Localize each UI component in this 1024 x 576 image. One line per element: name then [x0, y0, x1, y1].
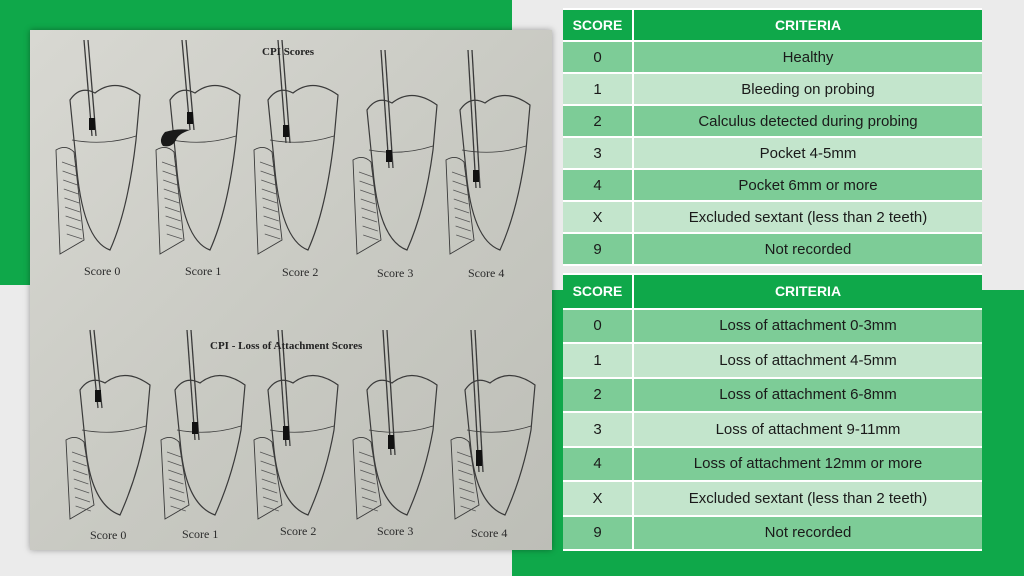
bone-hatch-top-0-6 — [66, 216, 81, 221]
figure-title-cpi-scores: CPI Scores — [262, 46, 315, 58]
tooth-outline-bottom-2 — [268, 375, 338, 515]
criteria-cell: Not recorded — [634, 234, 982, 264]
bone-hatch-top-4-4 — [454, 208, 469, 213]
bone-hatch-top-2-7 — [264, 225, 279, 230]
criteria-cell: Excluded sextant (less than 2 teeth) — [634, 202, 982, 232]
table-row — [563, 138, 982, 168]
bone-hatch-top-2-6 — [264, 216, 279, 221]
criteria-cell: Loss of attachment 4-5mm — [634, 344, 982, 377]
bone-hatch-top-2-1 — [261, 171, 275, 176]
bone-hatch-top-1-3 — [164, 189, 179, 194]
bone-hatch-bottom-0-2 — [73, 470, 87, 475]
criteria-cell: Pocket 4-5mm — [634, 138, 982, 168]
bone-hatch-top-3-2 — [360, 190, 374, 195]
bone-hatch-top-2-8 — [265, 234, 281, 239]
bone-hatch-top-1-6 — [166, 216, 181, 221]
bone-hatch-top-2-4 — [262, 198, 277, 203]
bone-hatch-top-2-2 — [261, 180, 275, 185]
bone-hatch-top-3-1 — [360, 181, 374, 186]
score-cell: 9 — [563, 517, 634, 550]
blood-drop-icon — [161, 129, 190, 146]
bone-hatch-bottom-3-0 — [359, 452, 373, 457]
score-cell: 1 — [563, 74, 634, 104]
criteria-cell: Loss of attachment 6-8mm — [634, 379, 982, 412]
bone-hatch-bottom-4-0 — [457, 452, 471, 457]
tooth-outline-top-1 — [170, 85, 240, 250]
probe-band-top-1 — [187, 112, 193, 124]
score-label-top-4: Score 4 — [468, 266, 505, 280]
bone-hatch-top-2-5 — [263, 207, 278, 212]
table-row — [563, 448, 982, 481]
cej-line-top-3 — [369, 146, 433, 152]
gingiva-bottom-0 — [66, 437, 94, 519]
table-row — [563, 234, 982, 264]
cej-line-bottom-3 — [369, 426, 433, 432]
probe-shaft2-top-4 — [472, 50, 480, 188]
cej-line-bottom-1 — [177, 426, 241, 432]
bone-hatch-top-0-3 — [64, 189, 79, 194]
bone-hatch-top-1-2 — [163, 180, 177, 185]
bone-hatch-top-3-4 — [361, 208, 376, 213]
bone-hatch-bottom-3-5 — [362, 497, 377, 502]
cpi-figure-photo — [30, 30, 552, 550]
bone-hatch-bottom-1-3 — [169, 479, 184, 484]
cej-line-top-2 — [270, 136, 334, 142]
score-cell: 9 — [563, 234, 634, 264]
criteria-cell: Loss of attachment 12mm or more — [634, 448, 982, 481]
bone-hatch-bottom-2-3 — [262, 479, 277, 484]
header-score: SCORE — [563, 10, 634, 40]
probe-band-bottom-2 — [283, 426, 289, 440]
criteria-cell: Pocket 6mm or more — [634, 170, 982, 200]
bone-hatch-top-4-3 — [454, 199, 469, 204]
figure-title-loa-scores: CPI - Loss of Attachment Scores — [210, 340, 363, 352]
bone-hatch-top-1-8 — [167, 234, 183, 239]
header-criteria: CRITERIA — [634, 275, 982, 308]
table-row — [563, 379, 982, 412]
score-cell: 2 — [563, 379, 634, 412]
criteria-cell: Healthy — [634, 42, 982, 72]
cej-line-bottom-0 — [82, 426, 146, 432]
table-row — [563, 413, 982, 446]
bone-hatch-top-0-8 — [67, 234, 83, 239]
bone-hatch-bottom-3-2 — [360, 470, 374, 475]
bone-hatch-top-3-7 — [363, 235, 378, 240]
score-label-bottom-1: Score 1 — [182, 527, 219, 541]
score-label-bottom-3: Score 3 — [377, 524, 414, 538]
bone-hatch-top-0-0 — [62, 162, 76, 167]
cej-line-bottom-2 — [270, 426, 334, 432]
table-row — [563, 344, 982, 377]
bone-hatch-top-4-0 — [452, 172, 466, 177]
cej-line-top-4 — [462, 146, 526, 152]
tooth-outline-top-4 — [460, 95, 530, 250]
probe-shaft-top-4 — [468, 50, 476, 188]
table-header-row — [563, 10, 982, 40]
score-label-bottom-4: Score 4 — [471, 526, 508, 540]
gingiva-bottom-3 — [353, 437, 381, 519]
gingiva-bottom-4 — [451, 437, 479, 519]
bone-hatch-bottom-2-0 — [260, 452, 274, 457]
bone-hatch-top-4-2 — [453, 190, 467, 195]
bone-hatch-top-0-4 — [64, 198, 79, 203]
bone-hatch-top-0-1 — [63, 171, 77, 176]
tooth-outline-top-0 — [70, 85, 140, 250]
bone-hatch-bottom-3-1 — [360, 461, 374, 466]
score-cell: 4 — [563, 170, 634, 200]
score-cell: X — [563, 202, 634, 232]
probe-band-bottom-3 — [388, 435, 394, 449]
bone-hatch-bottom-1-5 — [170, 497, 185, 502]
score-cell: 0 — [563, 42, 634, 72]
cej-line-top-1 — [172, 136, 236, 142]
criteria-cell: Loss of attachment 9-11mm — [634, 413, 982, 446]
bone-hatch-top-1-0 — [162, 162, 176, 167]
bone-hatch-bottom-1-0 — [167, 452, 181, 457]
bone-hatch-top-1-5 — [165, 207, 180, 212]
bone-hatch-top-1-1 — [163, 171, 177, 176]
criteria-cell: Excluded sextant (less than 2 teeth) — [634, 482, 982, 515]
bone-hatch-top-0-7 — [66, 225, 81, 230]
score-cell: 4 — [563, 448, 634, 481]
bone-hatch-top-3-3 — [361, 199, 376, 204]
score-label-top-2: Score 2 — [282, 265, 319, 279]
score-label-bottom-2: Score 2 — [280, 524, 317, 538]
score-label-top-1: Score 1 — [185, 264, 222, 278]
gingiva-bottom-1 — [161, 437, 189, 519]
bone-hatch-bottom-4-2 — [458, 470, 472, 475]
table-row — [563, 42, 982, 72]
tooth-outline-bottom-1 — [175, 375, 245, 515]
bone-hatch-bottom-1-1 — [168, 461, 182, 466]
bone-hatch-bottom-0-1 — [73, 461, 87, 466]
bone-hatch-bottom-4-1 — [458, 461, 472, 466]
table-row — [563, 482, 982, 515]
bone-hatch-bottom-1-2 — [168, 470, 182, 475]
score-label-top-3: Score 3 — [377, 266, 414, 280]
bone-hatch-bottom-0-4 — [74, 488, 89, 493]
bone-hatch-top-3-6 — [363, 226, 378, 231]
score-label-bottom-0: Score 0 — [90, 528, 127, 542]
loss-of-attachment-table — [563, 273, 982, 551]
tooth-outline-bottom-3 — [367, 375, 437, 515]
criteria-cell: Loss of attachment 0-3mm — [634, 310, 982, 343]
score-cell: 3 — [563, 138, 634, 168]
bone-hatch-top-1-7 — [166, 225, 181, 230]
table-row — [563, 74, 982, 104]
tooth-outline-top-3 — [367, 95, 437, 250]
probe-band-top-3 — [386, 150, 392, 162]
probe-band-top-0 — [89, 118, 95, 130]
bone-hatch-top-4-7 — [456, 235, 471, 240]
bone-hatch-bottom-0-0 — [72, 452, 86, 457]
teeth-illustrations — [30, 30, 552, 550]
bone-hatch-top-4-1 — [453, 181, 467, 186]
bone-hatch-bottom-4-3 — [459, 479, 474, 484]
tooth-outline-top-2 — [268, 85, 338, 250]
bone-hatch-top-4-5 — [455, 217, 470, 222]
bone-hatch-top-3-5 — [362, 217, 377, 222]
table-row — [563, 310, 982, 343]
bone-hatch-bottom-2-1 — [261, 461, 275, 466]
gingiva-bottom-2 — [254, 437, 282, 519]
criteria-cell: Not recorded — [634, 517, 982, 550]
table-row — [563, 517, 982, 550]
table-header-row — [563, 275, 982, 308]
bone-hatch-bottom-0-5 — [75, 497, 90, 502]
header-criteria: CRITERIA — [634, 10, 982, 40]
score-cell: 2 — [563, 106, 634, 136]
table-row — [563, 170, 982, 200]
tooth-outline-bottom-0 — [80, 375, 150, 515]
probe-band-bottom-4 — [476, 450, 482, 466]
score-label-top-0: Score 0 — [84, 264, 121, 278]
bone-hatch-bottom-1-4 — [169, 488, 184, 493]
bone-hatch-bottom-3-3 — [361, 479, 376, 484]
header-score: SCORE — [563, 275, 634, 308]
probe-band-bottom-0 — [95, 390, 101, 402]
score-cell: 0 — [563, 310, 634, 343]
criteria-cell: Calculus detected during probing — [634, 106, 982, 136]
table-row — [563, 202, 982, 232]
bone-hatch-top-2-3 — [262, 189, 277, 194]
bone-hatch-top-1-4 — [164, 198, 179, 203]
bone-hatch-top-3-0 — [359, 172, 373, 177]
table-row — [563, 106, 982, 136]
bone-hatch-bottom-2-4 — [262, 488, 277, 493]
probe-band-top-4 — [473, 170, 479, 182]
score-cell: 1 — [563, 344, 634, 377]
bone-hatch-bottom-2-5 — [263, 497, 278, 502]
bone-hatch-top-2-0 — [260, 162, 274, 167]
bone-hatch-top-0-5 — [65, 207, 80, 212]
cpi-score-table — [563, 8, 982, 266]
bone-hatch-bottom-4-4 — [459, 488, 474, 493]
cej-line-top-0 — [72, 136, 136, 142]
bone-hatch-bottom-0-3 — [74, 479, 89, 484]
bone-hatch-top-4-6 — [456, 226, 471, 231]
probe-band-top-2 — [283, 125, 289, 137]
score-cell: 3 — [563, 413, 634, 446]
tooth-outline-bottom-4 — [465, 375, 535, 515]
probe-band-bottom-1 — [192, 422, 198, 434]
bone-hatch-bottom-4-5 — [460, 497, 475, 502]
bone-hatch-top-0-2 — [63, 180, 77, 185]
score-cell: X — [563, 482, 634, 515]
bone-hatch-bottom-2-2 — [261, 470, 275, 475]
criteria-cell: Bleeding on probing — [634, 74, 982, 104]
bone-hatch-bottom-3-4 — [361, 488, 376, 493]
